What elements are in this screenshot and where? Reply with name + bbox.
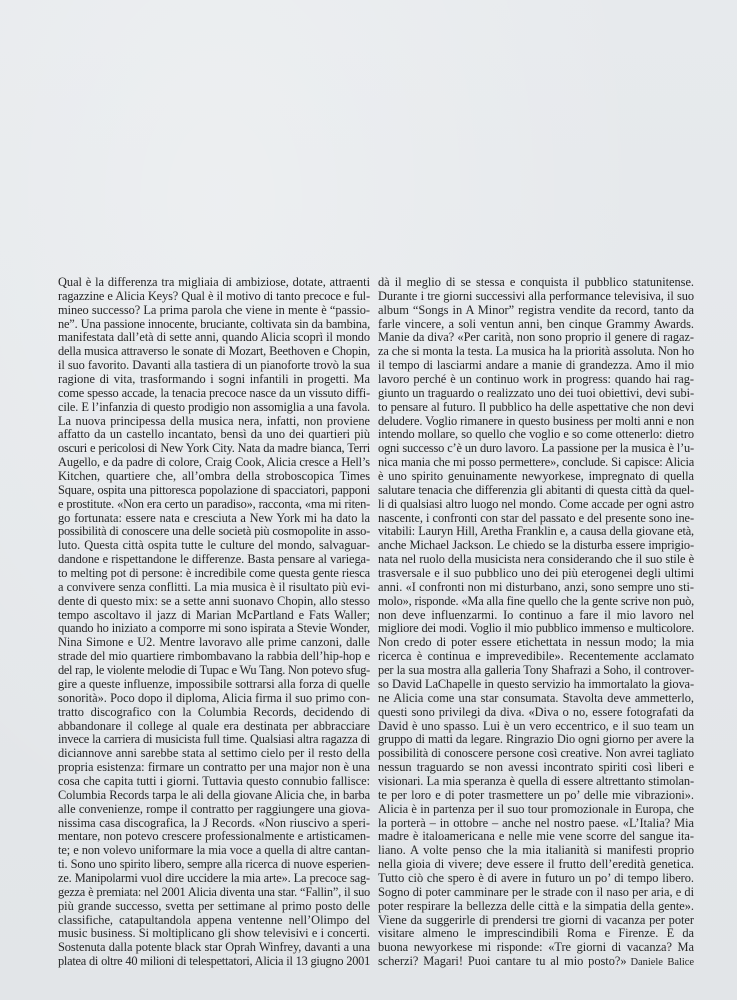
line-text: sonorità». Poco dopo il diploma, Alicia firma il suo primo con- — [58, 691, 370, 705]
line-text: ti. Sono uno spirito libero, sempre alla ricerca di nuove esperien- — [58, 858, 370, 872]
article-text-line — [378, 830, 694, 844]
article-text-line — [58, 290, 370, 304]
line-text: liano. A volte penso che la mia italianità si manifesti proprio — [378, 844, 694, 858]
line-text: Augello, e da padre di colore, Craig Cook, Alicia cresce a Hell’s — [58, 456, 370, 470]
line-text: della musica attraverso le sonate di Mozart, Beethoven e Chopin, — [58, 345, 370, 359]
article-text-line — [378, 803, 694, 817]
line-text: il suo favorito. Davanti alla tastiera di un pianoforte trovò la sua — [58, 359, 370, 373]
article-text-line — [58, 678, 370, 692]
article-text-line — [378, 318, 694, 332]
article-text-line — [58, 636, 370, 650]
article-text-line — [58, 844, 370, 858]
article-text-line — [58, 456, 370, 470]
line-text: salutare tenacia che differenzia gli abitanti di questa città da quel- — [378, 483, 694, 497]
line-text: lavoro perché è un continuo work in progress: quando hai rag- — [378, 373, 694, 387]
line-text: farle vincere, a soli ventun anni, ben cinque Grammy Awards. — [378, 317, 694, 331]
article-text-line — [378, 498, 694, 512]
line-text: e prostitute. «Non era certo un paradiso», racconta, «ma mi riten- — [58, 497, 370, 511]
article-text-line — [378, 387, 694, 401]
line-text: Qual è la differenza tra migliaia di ambiziose, dotate, attraenti — [58, 276, 370, 289]
line-text: invece la carriera di musicista full time. Qualsiasi altra ragazza di — [58, 733, 370, 747]
line-text: te per loro e di poter trasmettere un po’ delle mie vibrazioni». — [378, 788, 694, 802]
line-text: Alicia è in partenza per il suo tour promozionale in Europa, che — [378, 802, 694, 816]
line-text: tempo ascoltavo il jazz di Marian McPartland e Fats Waller; — [58, 608, 370, 622]
line-text: Durante i tre giorni successivi alla performance televisiva, il suo — [378, 289, 694, 303]
article-text-line — [378, 817, 694, 831]
article-text-line — [58, 872, 370, 886]
article-text-line — [378, 456, 694, 470]
line-text: propria esistenza: firmare un contratto per una major non è una — [58, 761, 370, 775]
line-text: dente di questo mix: se a sette anni suonavo Chopin, allo stesso — [58, 594, 370, 608]
article-text-line — [378, 484, 694, 498]
article-text-line — [378, 359, 694, 373]
line-text: deludere. Voglio rimanere in questo business per molti anni e non — [378, 414, 694, 428]
article-text-line — [58, 650, 370, 664]
line-text: za che si monta la testa. La musica ha la priorità assoluta. Non ho — [378, 345, 694, 359]
line-text: David è uno spasso. Lui è un vero eccentrico, e il suo team un — [378, 719, 694, 733]
line-text: classifiche, catapultandola appena ventenne nell’Olimpo del — [58, 913, 370, 927]
article-text-line — [58, 512, 370, 526]
article-text-line — [58, 733, 370, 747]
article-text-line — [58, 817, 370, 831]
article-text-line — [378, 428, 694, 442]
article-text-line — [378, 900, 694, 914]
line-text: te; e non volevo uniformare la mia voce a quella di altre cantan- — [58, 844, 370, 858]
line-text: ne Alicia come una star consumata. Stavolta deve ammetterlo, — [378, 691, 694, 705]
article-text-line — [378, 733, 694, 747]
line-text: scherzi? Magari! Puoi cantare tu al mio posto?» — [378, 955, 627, 969]
line-text: visionari. La mia speranza è quella di essere altrettanto stimolan- — [378, 774, 694, 788]
line-text: to melting pot di persone: è incredibile come questa gente riesca — [58, 567, 370, 581]
article-text-line — [58, 595, 370, 609]
line-text: go fortunata: essere nata e cresciuta a New York mi ha dato la — [58, 511, 370, 525]
line-text: mentare, non potevo crescere professionalmente e artisticamen- — [58, 830, 370, 844]
article-text-line — [58, 914, 370, 928]
line-text: intendo mollare, so quello che voglio e so come ottenerlo: dietro — [378, 428, 694, 442]
article-text-line — [58, 803, 370, 817]
line-text: a convivere senza conflitti. La mia musica è il risultato più evi- — [58, 580, 370, 594]
line-text: Square, ospita una pittoresca popolazione di spacciatori, papponi — [58, 483, 370, 497]
article-text-line — [58, 553, 370, 567]
line-text: to pensare al futuro. Il pubblico ha delle aspettative che non devi — [378, 400, 694, 414]
article-text-line — [58, 720, 370, 734]
line-text: Nina Simone e U2. Mentre lavoravo alle prime canzoni, dalle — [58, 636, 370, 650]
line-text: tratto discografico con la Columbia Records, decidendo di — [58, 705, 370, 719]
article-text-line — [378, 692, 694, 706]
article-text-line — [378, 914, 694, 928]
article-text-line — [378, 858, 694, 872]
article-text-line — [58, 470, 370, 484]
line-text: cile. E l’infanzia di questo prodigio non assomiglia a una favola. — [58, 400, 370, 414]
article-text-line — [58, 775, 370, 789]
article-text-line — [378, 304, 694, 318]
article-text-line — [378, 401, 694, 415]
line-text: alle convenienze, rompe il contratto per raggiungere una giova- — [58, 802, 370, 816]
line-text: Sostenuta dalla potente black star Oprah Winfrey, davanti a una — [58, 941, 370, 955]
line-text: Columbia Records tarpa le ali della giovane Alicia che, in barba — [58, 788, 370, 802]
line-text: la porterà – in ottobre – anche nel nostro paese. «L’Italia? Mia — [378, 816, 694, 830]
author-byline: Daniele Balice — [630, 957, 694, 969]
line-text: possibilità di conoscere persone così creative. Non avrei tagliato — [378, 747, 694, 761]
article-text-line — [58, 387, 370, 401]
article-text-line — [378, 595, 694, 609]
article-text-line — [378, 567, 694, 581]
article-text-line — [378, 373, 694, 387]
line-text: Tutto ciò che spero è di avere in futuro un po’ di tempo libero. — [378, 871, 694, 885]
article-text-line — [58, 747, 370, 761]
article-text-line — [58, 789, 370, 803]
line-text: li di qualsiasi altro luogo nel mondo. Come accade per ogni astro — [378, 497, 694, 511]
article-text-line — [58, 442, 370, 456]
article-text-line — [58, 525, 370, 539]
line-text: nica mania che mi posso permettere», conclude. Si capisce: Alicia — [378, 456, 694, 470]
article-text-line — [58, 581, 370, 595]
line-text: ragazzine e Alicia Keys? Qual è il motivo di tanto precoce e ful- — [58, 289, 370, 303]
line-text: diciannove anni sarebbe stata al settimo cielo per il resto della — [58, 747, 370, 761]
article-text-line — [58, 401, 370, 415]
line-text: manifestata dall’età di sette anni, quando Alicia scoprì il mondo — [58, 331, 370, 345]
line-text: il tempo di lasciarmi andare a manie di grandezza. Amo il mio — [378, 359, 694, 373]
article-text-line — [58, 276, 370, 290]
line-text: La nuova principessa della musica nera, infatti, non proviene — [58, 414, 370, 428]
article-text-line — [378, 872, 694, 886]
article-text-line — [58, 830, 370, 844]
article-text-line — [58, 858, 370, 872]
article-text-line — [378, 761, 694, 775]
line-text: affatto da un castello incantato, bensì da uno dei quartieri più — [58, 428, 370, 442]
article-text-line — [58, 941, 370, 955]
line-text: Manie da diva? «Per carità, non sono proprio il genere di ragaz- — [378, 331, 694, 345]
article-text-line — [58, 706, 370, 720]
article-column-left — [58, 276, 370, 969]
line-text: ricerca è continua e imprevedibile». Recentemente acclamato — [378, 650, 694, 664]
article-text-line — [58, 761, 370, 775]
line-text: gire a queste influenze, impossibile sottrarsi alla forza di quelle — [58, 677, 370, 691]
line-text: per la sua mostra alla galleria Tony Shafrazi a Soho, il controver- — [378, 664, 694, 678]
article-text-line — [378, 415, 694, 429]
line-text: so David LaChapelle in questo servizio ha immortalato la giova- — [378, 677, 694, 691]
article-text-line — [378, 927, 694, 941]
line-text: ogni successo c’è un duro lavoro. La passione per la musica è l’u- — [378, 442, 694, 456]
article-text-line — [378, 512, 694, 526]
line-text: Non credo di poter essere etichettata in nessun modo; la mia — [378, 636, 694, 650]
line-text: ne”. Una passione innocente, bruciante, coltivata sin da bambina, — [58, 317, 370, 331]
line-text: giunto un traguardo o realizzato uno dei tuoi obiettivi, devi subi- — [378, 386, 694, 400]
article-text-line — [378, 678, 694, 692]
line-text: buona newyorkese mi risponde: «Tre giorni di vacanza? Ma — [378, 941, 694, 955]
line-text: album “Songs in A Minor” registra vendite da record, tanto da — [378, 303, 694, 317]
line-text: questi sono privilegi da diva. «Diva o no, essere fotografati da — [378, 705, 694, 719]
line-text: nata nel ruolo della musicista nera considerando che il suo stile è — [378, 553, 694, 567]
article-text-line — [58, 886, 370, 900]
line-text: anni. «I confronti non mi disturbano, anzi, sono sempre uno sti- — [378, 580, 694, 594]
article-text-line — [58, 609, 370, 623]
article-text-line — [378, 553, 694, 567]
line-text: nascente, i confronti con star del passato e del presente sono ine- — [378, 511, 694, 525]
article-text-line — [378, 609, 694, 623]
line-text: abbandonare il college al quale era destinata per abbracciare — [58, 719, 370, 733]
article-text-line — [378, 539, 694, 553]
article-text-line — [58, 373, 370, 387]
article-text-line — [58, 318, 370, 332]
line-text: dà il meglio di se stessa e conquista il pubblico statunitense. — [378, 276, 694, 289]
line-text: migliore dei modi. Voglio il mio pubblico immenso e multicolore. — [378, 622, 694, 636]
line-text: visitare almeno le imprescindibili Roma e Firenze. E da — [378, 927, 694, 941]
article-text-line — [378, 581, 694, 595]
article-text-line — [378, 789, 694, 803]
line-text: oscuri e pericolosi di New York City. Nata da madre bianca, Terri — [58, 442, 370, 456]
line-text: strade del mio quartiere rimbombavano la rabbia dell’hip-hop e — [58, 650, 370, 664]
article-text-line — [378, 720, 694, 734]
article-text-line — [378, 775, 694, 789]
article-text-line — [378, 290, 694, 304]
article-text-line — [378, 844, 694, 858]
line-text: music business. Si moltiplicano gli show televisivi e i concerti. — [58, 927, 370, 941]
article-text-line — [58, 331, 370, 345]
article-text-line — [378, 331, 694, 345]
article-text-line — [378, 525, 694, 539]
article-text-line — [378, 345, 694, 359]
article-text-line — [58, 955, 370, 969]
line-text: ze. Manipolarmi vuol dire uccidere la mia arte». La precoce sag- — [58, 871, 370, 885]
line-text: trasversale e il suo pubblico uno dei più eterogenei degli ultimi — [378, 567, 694, 581]
line-text: Kitchen, quartiere che, all’ombra della stroboscopica Times — [58, 470, 370, 484]
article-text-line — [58, 567, 370, 581]
article-text-line — [58, 927, 370, 941]
line-text: mineo successo? La prima parola che viene in mente è “passio- — [58, 303, 370, 317]
article-text-line — [378, 276, 694, 290]
line-text: è uno spirito genuinamente newyorkese, impregnato di quella — [378, 470, 694, 484]
article-text-line — [58, 359, 370, 373]
article-text-line — [378, 664, 694, 678]
line-text: nella gioia di vivere; deve essere il frutto dell’eredità genetica. — [378, 858, 694, 872]
line-text: possibilità di conoscere una delle società più cosmopolite in asso- — [58, 525, 370, 539]
article-text-line — [378, 747, 694, 761]
line-text: molo», risponde. «Ma alla fine quello che la gente scrive non può, — [378, 594, 694, 608]
article-text-line — [58, 484, 370, 498]
line-text: come spesso accade, la tenacia precoce nasce da un vissuto diffi- — [58, 386, 370, 400]
article-text-line — [58, 415, 370, 429]
article-text-line — [378, 706, 694, 720]
line-text: cosa che capita tutti i giorni. Tuttavia questo connubio fallisce: — [58, 774, 370, 788]
article-text-line — [58, 664, 370, 678]
line-text: dandone e rispettandone le differenze. Basta pensare al variega- — [58, 553, 370, 567]
article-text-line — [378, 650, 694, 664]
article-text-line — [378, 955, 694, 969]
line-text: non deve influenzarmi. Io continuo a fare il mio lavoro nel — [378, 608, 694, 622]
line-text: Sogno di poter camminare per le strade con il naso per aria, e di — [378, 885, 694, 899]
article-text-line — [378, 636, 694, 650]
article-text-line — [378, 442, 694, 456]
article-text-line — [58, 539, 370, 553]
line-text: anche Michael Jackson. Le chiedo se la disturba essere imprigio- — [378, 539, 694, 553]
article-text-line — [58, 428, 370, 442]
line-text: ragione di vita, trasformando i sogni infantili in progetti. Ma — [58, 373, 370, 387]
article-text-line — [58, 622, 370, 636]
line-text: madre è italoamericana e nelle mie vene scorre del sangue ita- — [378, 830, 694, 844]
article-text-line — [378, 941, 694, 955]
line-text: gezza è premiata: nel 2001 Alicia diventa una star. “Fallin”, il suo — [58, 885, 370, 899]
line-text: del rap, le violente melodie di Tupac e Wu Tang. Non potevo sfug- — [58, 664, 370, 678]
line-text: Viene da suggerirle di prendersi tre giorni di vacanza per poter — [378, 913, 694, 927]
line-text: platea di oltre 40 milioni di telespettatori, Alicia il 13 giugno 2001 — [58, 955, 370, 969]
article-text-line — [378, 470, 694, 484]
article-text-line — [58, 498, 370, 512]
line-text: vitabili: Lauryn Hill, Aretha Franklin e, a causa della giovane età, — [378, 525, 694, 539]
line-text: gruppo di matti da legare. Ringrazio Dio ogni giorno per avere la — [378, 733, 694, 747]
article-text-line — [58, 900, 370, 914]
line-text: quando ho iniziato a comporre mi sono ispirata a Stevie Wonder, — [58, 622, 370, 636]
article-text-line — [58, 692, 370, 706]
article-text-line — [378, 622, 694, 636]
line-text: luto. Questa città ospita tutte le culture del mondo, salvaguar- — [58, 539, 370, 553]
article-text-line — [58, 345, 370, 359]
line-text: nessun traguardo se non avessi incontrato spiriti così liberi e — [378, 761, 694, 775]
line-text: più grande successo, svetta per settimane al primo posto delle — [58, 899, 370, 913]
line-text: poter respirare la bellezza delle città e la simpatia della gente». — [378, 899, 694, 913]
article-column-right — [378, 276, 694, 969]
line-text: nissima casa discografica, la J Records. «Non riuscivo a speri- — [58, 816, 370, 830]
article-text-line — [378, 886, 694, 900]
article-text-line — [58, 304, 370, 318]
